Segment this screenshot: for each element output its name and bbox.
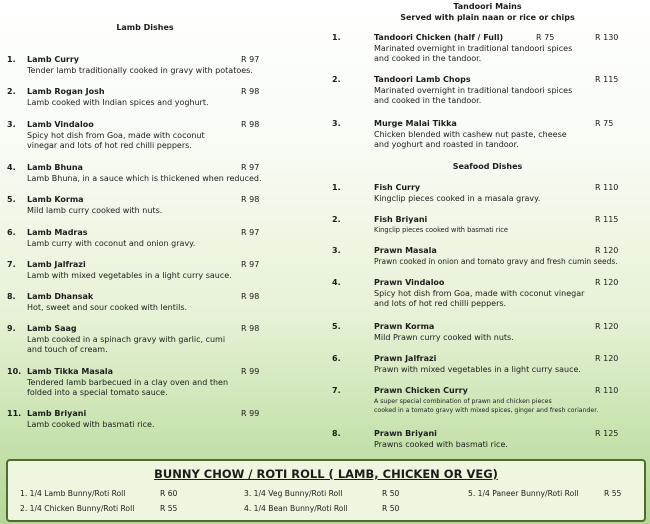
item-name: Lamb Curry	[27, 55, 80, 64]
item-description: Prawns cooked with basmati rice.	[374, 439, 508, 449]
item-price: R 99	[241, 367, 260, 376]
menu-item: 1. Fish Curry Kingclip pieces cooked in a masala gravy. R 110	[332, 183, 650, 204]
seafood-heading: Seafood Dishes	[452, 162, 523, 171]
tandoori-heading: Tandoori Mains	[453, 2, 522, 11]
bunny-item-label: 4. 1/4 Bean Bunny/Roti Roll	[244, 504, 348, 513]
menu-item: 6. Lamb Madras Lamb curry with coconut and onion gravy. R 97	[7, 228, 292, 249]
bunny-item-label: 5. 1/4 Paneer Bunny/Roti Roll	[468, 489, 579, 498]
menu-item: 8. Lamb Dhansak Hot, sweet and sour cooked with lentils. R 98	[7, 292, 292, 313]
item-name: Tandoori Lamb Chops	[374, 75, 471, 84]
item-description: Kingclip pieces cooked in a masala gravy.	[374, 193, 541, 203]
menu-item: 11. Lamb Briyani Lamb cooked with basmati rice. R 99	[7, 409, 292, 430]
item-name: Prawn Briyani	[374, 429, 437, 438]
item-name: Lamb Tikka Masala	[27, 367, 114, 376]
item-price: R 125	[595, 429, 619, 438]
item-name: Lamb Saag	[27, 324, 77, 333]
item-name: Tandoori Chicken (half / Full)	[374, 33, 504, 42]
item-description: Marinated overnight in traditional tandoori spices and cooked in the tandoor.	[374, 85, 573, 105]
item-description: Marinated overnight in traditional tandoori spices and cooked in the tandoor.	[374, 43, 573, 63]
item-price: R 98	[241, 195, 260, 204]
bunny-item-price: R 50	[382, 504, 400, 513]
menu-item: 4. Lamb Bhuna Lamb Bhuna, in a sauce which is thickened when reduced. R 97	[7, 163, 292, 184]
item-description: Chicken blended with cashew nut paste, cheese and yoghurt and roasted in tandoor.	[374, 129, 567, 149]
menu-item: 3. Prawn Masala Prawn cooked in onion and tomato gravy and fresh cumin seeds. R 120	[332, 246, 650, 267]
item-description: Lamb curry with coconut and onion gravy.	[27, 238, 196, 248]
item-description: Lamb Bhuna, in a sauce which is thickened when reduced.	[27, 173, 262, 183]
item-name: Fish Curry	[374, 183, 421, 192]
menu-item: 10. Lamb Tikka Masala Tendered lamb barbecued in a clay oven and then folded into a special tomato sauce. R 99	[7, 367, 292, 399]
item-price: R 98	[241, 87, 260, 96]
item-description: Mild Prawn curry cooked with nuts.	[374, 332, 514, 342]
item-price: R 110	[595, 386, 619, 395]
item-description: Hot, sweet and sour cooked with lentils.	[27, 302, 188, 312]
bunny-item-price: R 55	[604, 489, 622, 498]
item-description: Tendered lamb barbecued in a clay oven and then folded into a special tomato sauce.	[27, 377, 229, 397]
item-name: Lamb Dhansak	[27, 292, 94, 301]
menu-item: 6. Prawn Jalfrazi Prawn with mixed vegetables in a light curry sauce. R 120	[332, 354, 650, 375]
bunny-item-label: 2. 1/4 Chicken Bunny/Roti Roll	[20, 504, 135, 513]
item-description: Lamb cooked with Indian spices and yoghurt.	[27, 97, 209, 107]
menu-item: 2. Tandoori Lamb Chops Marinated overnight in traditional tandoori spices and cooked in the tandoor. R 115	[332, 75, 650, 107]
bunny-item-label: 3. 1/4 Veg Bunny/Roti Roll	[244, 489, 343, 498]
menu-item: 5. Lamb Korma Mild lamb curry cooked with nuts. R 98	[7, 195, 292, 216]
item-price: R 110	[595, 183, 619, 192]
item-name: Lamb Vindaloo	[27, 120, 94, 129]
item-description: Kingclip pieces cooked with basmati rice	[374, 225, 508, 234]
item-price: R 97	[241, 163, 260, 172]
item-price: R 120	[595, 354, 619, 363]
item-name: Fish Briyani	[374, 215, 428, 224]
tandoori-subheading: Served with plain naan or rice or chips	[400, 13, 575, 22]
bunny-item-price: R 50	[382, 489, 400, 498]
item-price: R 120	[595, 278, 619, 287]
item-price: R 98	[241, 324, 260, 333]
item-name: Lamb Madras	[27, 228, 88, 237]
item-name: Prawn Korma	[374, 322, 435, 331]
item-description: Prawn cooked in onion and tomato gravy and fresh cumin seeds.	[374, 256, 618, 266]
item-price: R 99	[241, 409, 260, 418]
item-name: Lamb Briyani	[27, 409, 87, 418]
item-price: R 97	[241, 260, 260, 269]
item-price: R 75	[536, 33, 555, 42]
bunny-item-price: R 60	[160, 489, 178, 498]
item-price: R 115	[595, 215, 619, 224]
item-price: R 97	[241, 55, 260, 64]
item-price: R 115	[595, 75, 619, 84]
menu-item: 9. Lamb Saag Lamb cooked in a spinach gravy with garlic, cumi and touch of cream. R 98	[7, 324, 292, 356]
item-name: Prawn Masala	[374, 246, 437, 255]
bunny-item-price: R 55	[160, 504, 178, 513]
item-description: Lamb with mixed vegetables in a light curry sauce.	[27, 270, 232, 280]
item-price-full: R 130	[595, 33, 619, 42]
bunny-item-label: 1. 1/4 Lamb Bunny/Roti Roll	[20, 489, 126, 498]
item-price: R 97	[241, 228, 260, 237]
item-name: Lamb Jalfrazi	[27, 260, 86, 269]
item-name: Lamb Korma	[27, 195, 84, 204]
item-name: Murge Malai Tikka	[374, 119, 457, 128]
item-description: Mild lamb curry cooked with nuts.	[27, 205, 163, 215]
menu-item: 5. Prawn Korma Mild Prawn curry cooked with nuts. R 120	[332, 322, 650, 343]
item-name: Lamb Rogan Josh	[27, 87, 105, 96]
lamb-heading: Lamb Dishes	[116, 23, 174, 32]
item-description: Spicy hot dish from Goa, made with coconut vinegar and lots of hot red chilli peppers.	[27, 130, 205, 150]
item-name: Prawn Jalfrazi	[374, 354, 437, 363]
item-price: R 120	[595, 246, 619, 255]
item-name: Prawn Chicken Curry	[374, 386, 468, 395]
item-price: R 98	[241, 120, 260, 129]
item-description: Tender lamb traditionally cooked in gravy with potatoes.	[27, 65, 253, 75]
item-description: Lamb cooked with basmati rice.	[27, 419, 155, 429]
menu-item: 8. Prawn Briyani Prawns cooked with basmati rice. R 125	[332, 429, 650, 450]
item-price: R 75	[595, 119, 614, 128]
item-name: Prawn Vindaloo	[374, 278, 445, 287]
menu-item: 1. Tandoori Chicken (half / Full) Marinated overnight in traditional tandoori spices and cooked in the tandoor. R 75 R 130	[332, 33, 650, 65]
item-name: Lamb Bhuna	[27, 163, 83, 172]
menu-item: 7. Lamb Jalfrazi Lamb with mixed vegetables in a light curry sauce. R 97	[7, 260, 292, 281]
menu-item: 2. Lamb Rogan Josh Lamb cooked with Indian spices and yoghurt. R 98	[7, 87, 292, 108]
bunny-chow-title: BUNNY CHOW / ROTI ROLL ( LAMB, CHICKEN OR VEG)	[154, 467, 498, 481]
item-description: Spicy hot dish from Goa, made with coconut vinegar and lots of hot red chilli peppers.	[374, 288, 585, 308]
menu-item: 4. Prawn Vindaloo Spicy hot dish from Goa, made with coconut vinegar and lots of hot red chilli peppers. R 120	[332, 278, 650, 310]
item-description: A super special combination of prawn and chicken pieces cooked in a tomato gravy with mixed spices, ginger and fresh coriander.	[374, 397, 599, 414]
menu-item: 2. Fish Briyani Kingclip pieces cooked with basmati rice R 115	[332, 215, 650, 235]
item-description: Prawn with mixed vegetables in a light curry sauce.	[374, 364, 581, 374]
bunny-chow-box	[6, 459, 646, 522]
menu-item: 3. Lamb Vindaloo Spicy hot dish from Goa, made with coconut vinegar and lots of hot red chilli peppers. R 98	[7, 120, 292, 152]
item-description: Lamb cooked in a spinach gravy with garlic, cumi and touch of cream.	[27, 334, 226, 354]
menu-item: 3. Murge Malai Tikka Chicken blended with cashew nut paste, cheese and yoghurt and roasted in tandoor. R 75	[332, 119, 650, 151]
item-price: R 120	[595, 322, 619, 331]
menu-item: 7. Prawn Chicken Curry A super special combination of prawn and chicken pieces cooked in a tomato gravy with mixed spices, ginger and fresh coriander. R 110	[332, 386, 650, 415]
item-price: R 98	[241, 292, 260, 301]
menu-item: 1. Lamb Curry Tender lamb traditionally cooked in gravy with potatoes. R 97	[7, 55, 292, 76]
